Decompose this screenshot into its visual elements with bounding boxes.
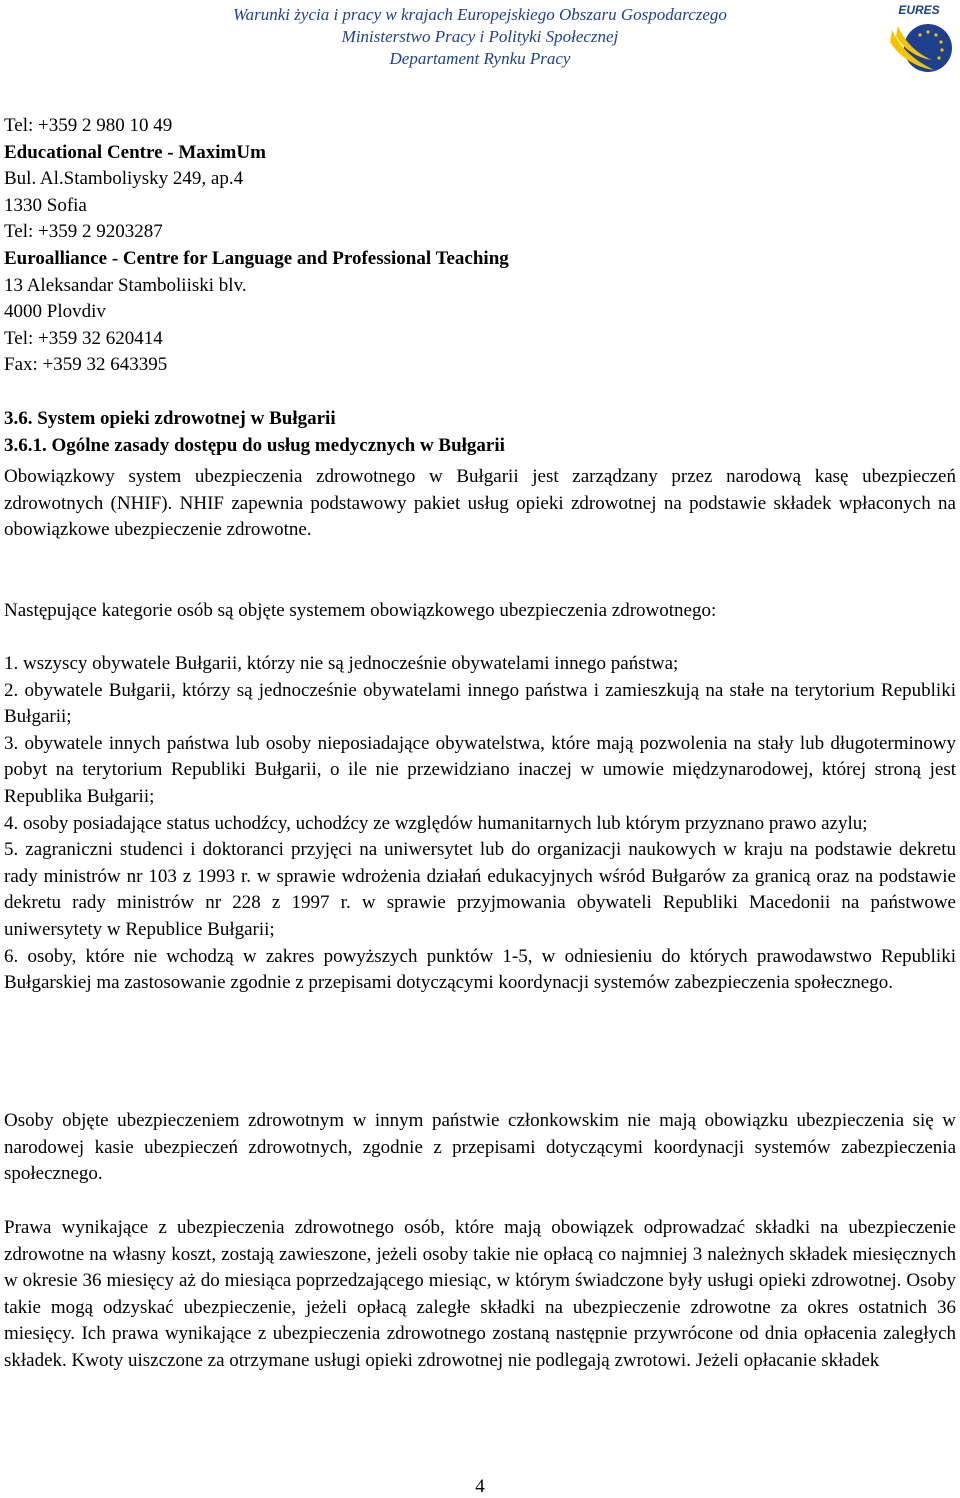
address-block xyxy=(4,113,956,379)
body-paragraph: Obowiązkowy system ubezpieczenia zdrowotnego w Bułgarii jest zarządzany przez narodową kasę ubezpieczeń zdrowotnych (NHIF). NHIF zapewnia podstawowy pakiet usług opieki zdrowotnej na podstawie składek wpłaconych na obowiązkowe ubezpieczenie zdrowotne. xyxy=(4,466,956,541)
header-text xyxy=(160,4,800,70)
section-heading-block xyxy=(4,406,956,459)
header-line-3: Departament Rynku Pracy xyxy=(389,49,571,68)
address-line: 1330 Sofia xyxy=(4,194,87,216)
body-paragraph: Osoby objęte ubezpieczeniem zdrowotnym w innym państwie członkowskim nie mają obowiązku ubezpieczenia się w narodowej kasie ubezpieczeń zdrowotnych, zgodnie z przepisami dotyczącymi koordynacji systemów zabezpieczenia społecznego. xyxy=(4,1110,956,1185)
address-line: Bul. Al.Stamboliysky 249, ap.4 xyxy=(4,168,244,190)
address-line: Tel: +359 32 620414 xyxy=(4,327,163,349)
page-header xyxy=(0,0,960,80)
body-paragraph-3-block xyxy=(4,1108,956,1188)
address-line: Educational Centre - MaximUm xyxy=(4,141,266,163)
category-list xyxy=(4,651,956,997)
list-item: 3. obywatele innych państwa lub osoby nieposiadające obywatelstwa, które mają pozwolenia na stały lub długoterminowy pobyt na terytorium Republiki Bułgarii, o ile nie przewidziano inaczej w umowie międzynarodowej, której stroną jest Republika Bułgarii; xyxy=(4,732,956,807)
list-item: 6. osoby, które nie wchodzą w zakres powyższych punktów 1-5, w odniesieniu do których prawodawstwo Republiki Bułgarskiej ma zastosowanie zgodnie z przepisami dotyczącymi koordynacji systemów zabezpieczenia społecznego. xyxy=(4,945,956,994)
body-paragraph-4-block xyxy=(4,1215,956,1375)
list-item: 2. obywatele Bułgarii, którzy są jednocześnie obywatelami innego państwa i zamieszkują na stałe na terytorium Republiki Bułgarii; xyxy=(4,679,956,728)
section-subheading: 3.6.1. Ogólne zasady dostępu do usług medycznych w Bułgarii xyxy=(4,434,505,456)
list-item: 1. wszyscy obywatele Bułgarii, którzy nie są jednocześnie obywatelami innego państwa; xyxy=(4,653,679,674)
body-paragraph-2-block xyxy=(4,598,956,625)
body-paragraph: Prawa wynikające z ubezpieczenia zdrowotnego osób, które mają obowiązek odprowadzać składki na ubezpieczenie zdrowotne na własny koszt, zostają zawieszone, jeżeli osoby takie nie opłacą co najmniej 3 należnych składek miesięcznych w okresie 36 miesięcy aż do miesiąca poprzedzającego miesiąc, w którym świadczone były usługi opieki zdrowotnej. Osoby takie mogą odzyskać ubezpieczenie, jeżeli opłacą zaległe składki na ubezpieczenie zdrowotne za okres ostatnich 36 miesięcy. Ich prawa wynikające z ubezpieczenia zdrowotnego zostaną następnie przywrócone od dnia opłacenia zaległych składek. Kwoty uiszczone za otrzymane usługi opieki zdrowotnej nie podlegają zwrotowi. Jeżeli opłacanie składek xyxy=(4,1217,956,1371)
list-item: 5. zagraniczni studenci i doktoranci przyjęci na uniwersytet lub do organizacji naukowych w kraju na podstawie dekretu rady ministrów nr 103 z 1993 r. w sprawie wdrożenia działań edukacyjnych wśród Bułgarów za granicą oraz na podstawie dekretu rady ministrów nr 228 z 1997 r. w sprawie przyjmowania obywateli Republiki Macedonii na państwowe uniwersytety w Republice Bułgarii; xyxy=(4,839,956,940)
address-line: Tel: +359 2 9203287 xyxy=(4,221,163,243)
eures-logo-text: EURES xyxy=(898,3,940,17)
address-line: Euroalliance - Centre for Language and Professional Teaching xyxy=(4,247,509,269)
address-line: 4000 Plovdiv xyxy=(4,301,106,323)
eures-logo xyxy=(884,2,954,78)
header-line-1: Warunki życia i pracy w krajach Europejskiego Obszaru Gospodarczego xyxy=(233,5,727,24)
header-line-2: Ministerstwo Pracy i Polityki Społecznej xyxy=(341,27,619,46)
body-paragraph-1-block xyxy=(4,464,956,544)
body-paragraph: Następujące kategorie osób są objęte systemem obowiązkowego ubezpieczenia zdrowotnego: xyxy=(4,600,717,621)
address-line: Tel: +359 2 980 10 49 xyxy=(4,115,173,136)
page-number: 4 xyxy=(475,1476,485,1497)
address-line: Fax: +359 32 643395 xyxy=(4,354,168,376)
list-item: 4. osoby posiadające status uchodźcy, uchodźcy ze względów humanitarnych lub którym przyznano prawo azylu; xyxy=(4,812,868,834)
section-heading: 3.6. System opieki zdrowotnej w Bułgarii xyxy=(4,408,336,429)
address-line: 13 Aleksandar Stamboliiski blv. xyxy=(4,274,247,296)
